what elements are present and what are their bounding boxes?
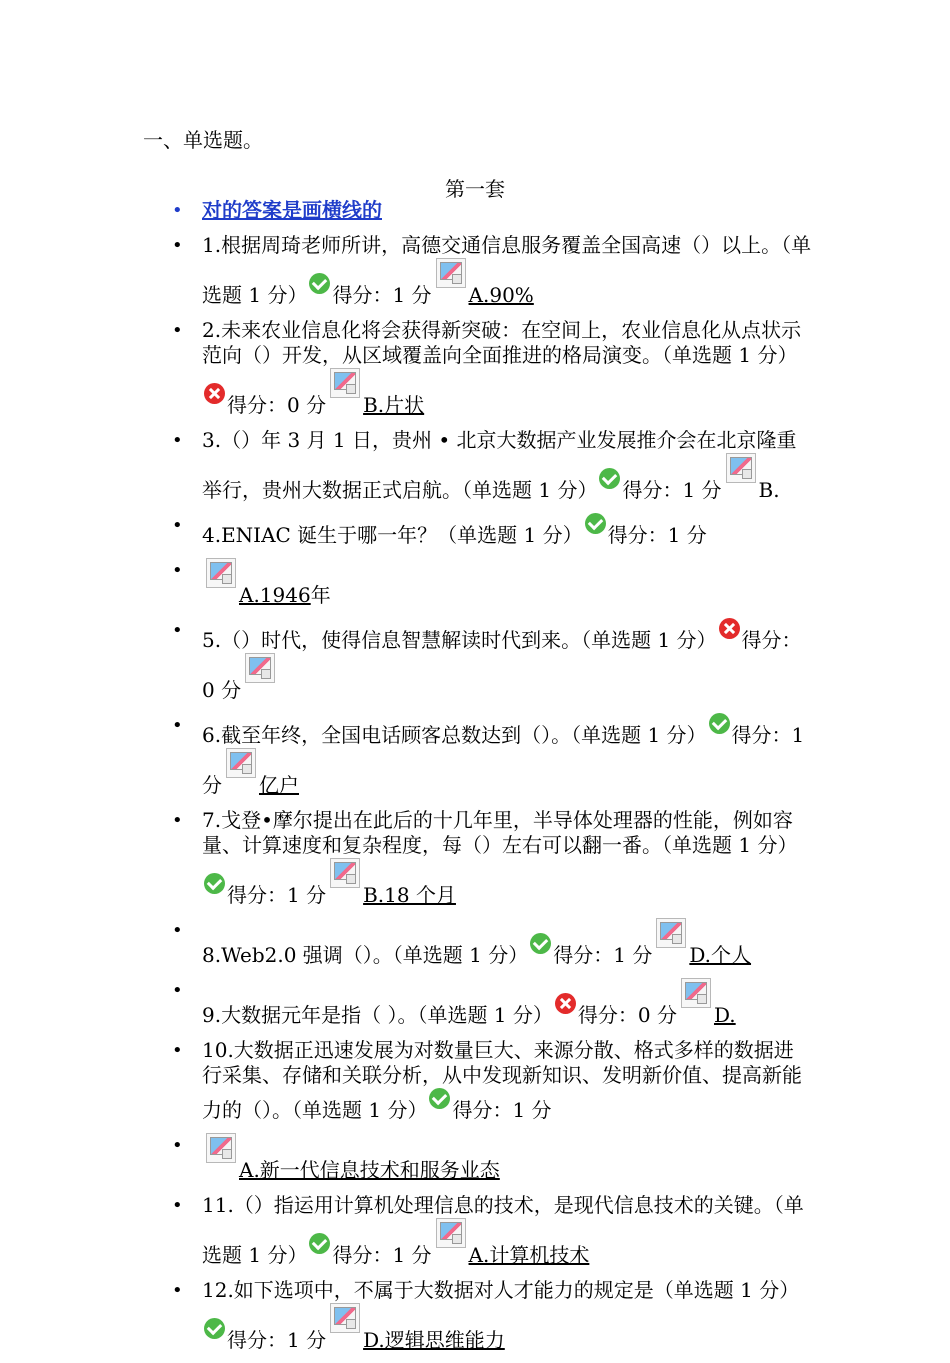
score-text: 得分：0 分 [202, 628, 802, 702]
check-icon [530, 933, 551, 954]
question-text: 5.（）时代，使得信息智慧解读时代到来。（单选题 1 分） [202, 628, 717, 652]
score-text: 得分：1 分 [607, 523, 707, 547]
section-heading: 一、单选题。 [143, 128, 263, 152]
check-icon [204, 1318, 225, 1339]
broken-image-icon [656, 918, 686, 948]
list-item [202, 918, 812, 968]
broken-image-icon [726, 453, 756, 483]
answer-text: B.片状 [363, 393, 425, 417]
answer-text: D.逻辑思维能力 [363, 1328, 505, 1352]
check-icon [429, 1088, 450, 1109]
score-text: 得分：0 分 [227, 393, 327, 417]
broken-image-icon [330, 858, 360, 888]
question-text: 3.（）年 3 月 1 日，贵州 • 北京大数据产业发展推介会在北京隆重举行，贵州大数据正式启航。（单选题 1 分） [202, 428, 797, 502]
answer-text: A.计算机技术 [468, 1243, 590, 1267]
list-item [202, 1278, 812, 1353]
answer-text: B.18 个月 [363, 883, 456, 907]
list-item [202, 428, 812, 503]
list-item [202, 513, 812, 548]
question-text: 8.Web2.0 强调（）。（单选题 1 分） [202, 943, 529, 967]
score-text: 得分：1 分 [622, 478, 722, 502]
answer-text: D. [713, 1003, 736, 1027]
answer-text: 亿户 [259, 773, 299, 797]
list-item [202, 978, 812, 1028]
broken-image-icon [206, 1133, 236, 1163]
list-item [202, 318, 812, 418]
score-text: 得分：1 分 [332, 1243, 432, 1267]
check-icon [709, 713, 730, 734]
question-text: 12.如下选项中，不属于大数据对人才能力的规定是（单选题 1 分） [202, 1278, 800, 1302]
list-item [202, 558, 812, 608]
broken-image-icon [681, 978, 711, 1008]
score-text: 得分：1 分 [202, 723, 805, 797]
broken-image-icon [330, 368, 360, 398]
check-icon [599, 468, 620, 489]
check-icon [204, 873, 225, 894]
broken-image-icon [206, 558, 236, 588]
score-text: 得分：0 分 [577, 1003, 677, 1027]
question-text: 9.大数据元年是指（ ）。（单选题 1 分） [202, 1003, 553, 1027]
answer-suffix: 年 [310, 583, 331, 607]
broken-image-icon [226, 748, 256, 778]
answer-text: B. [758, 478, 780, 502]
list-item [202, 1193, 812, 1268]
check-icon [309, 273, 330, 294]
list-item [202, 618, 812, 703]
answer-note-link[interactable]: 对的答案是画横线的 [202, 198, 382, 222]
list-item [202, 233, 812, 308]
question-list [202, 198, 812, 1363]
question-text: 6.截至年终，全国电话顾客总数达到（）。（单选题 1 分） [202, 723, 707, 747]
score-text: 得分：1 分 [452, 1098, 552, 1122]
list-item [202, 808, 812, 908]
cross-icon [555, 993, 576, 1014]
answer-text: A.新一代信息技术和服务业态 [239, 1158, 500, 1182]
cross-icon [719, 618, 740, 639]
score-text: 得分：1 分 [227, 1328, 327, 1352]
question-text: 2.未来农业信息化将会获得新突破：在空间上，农业信息化从点状示范向（）开发，从区域覆盖向全面推进的格局演变。（单选题 1 分） [202, 318, 802, 367]
broken-image-icon [330, 1303, 360, 1333]
score-text: 得分：1 分 [332, 283, 432, 307]
answer-text: D.个人 [689, 943, 752, 967]
list-item-note [202, 198, 812, 223]
list-item [202, 1133, 812, 1183]
broken-image-icon [245, 653, 275, 683]
answer-text: A.1946 [239, 583, 311, 607]
cross-icon [204, 383, 225, 404]
list-item [202, 1038, 812, 1123]
score-text: 得分：1 分 [553, 943, 653, 967]
answer-text: A.90% [468, 283, 534, 307]
set-title: 第一套 [445, 177, 505, 201]
question-text: 10.大数据正迅速发展为对数量巨大、来源分散、格式多样的数据进行采集、存储和关联分析，从中发现新知识、发明新价值、提高新能力的（）。（单选题 1 分） [202, 1038, 802, 1122]
score-text: 得分：1 分 [227, 883, 327, 907]
check-icon [585, 513, 606, 534]
question-text: 1.根据周琦老师所讲，高德交通信息服务覆盖全国高速（）以上。（单选题 1 分） [202, 233, 812, 307]
check-icon [309, 1233, 330, 1254]
question-text: 11.（）指运用计算机处理信息的技术，是现代信息技术的关键。（单选题 1 分） [202, 1193, 804, 1267]
broken-image-icon [436, 1218, 466, 1248]
question-text: 4.ENIAC 诞生于哪一年？（单选题 1 分） [202, 523, 583, 547]
list-item [202, 713, 812, 798]
broken-image-icon [436, 258, 466, 288]
question-text: 7.戈登•摩尔提出在此后的十几年里，半导体处理器的性能，例如容量、计算速度和复杂程度，每（）左右可以翻一番。（单选题 1 分） [202, 808, 798, 857]
